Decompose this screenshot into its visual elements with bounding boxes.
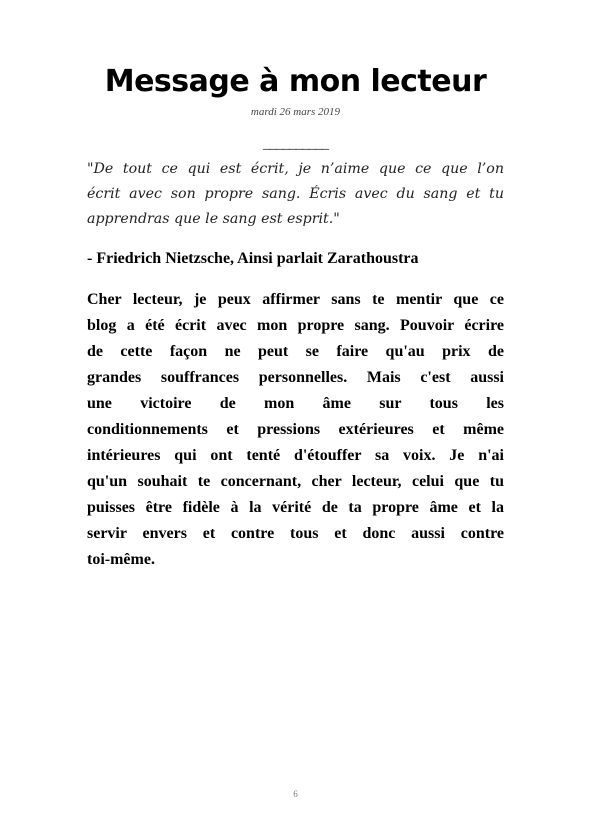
body-line: servir envers et contre tous et donc aussi contre xyxy=(87,525,504,542)
quote-line: "De tout ce qui est écrit, je n’aime que ce que l’on xyxy=(87,161,504,177)
body-paragraph xyxy=(87,287,504,573)
body-line: qu'un souhait te concernant, cher lecteur, celui que tu xyxy=(87,473,504,490)
quote-line: apprendras que le sang est esprit." xyxy=(87,211,340,227)
quote-attribution: - Friedrich Nietzsche, Ainsi parlait Zarathoustra xyxy=(87,250,419,267)
post-date: mardi 26 mars 2019 xyxy=(250,106,341,118)
body-line: blog a été écrit avec mon propre sang. Pouvoir écrire xyxy=(87,317,504,334)
body-line: intérieures qui ont tenté d'étouffer sa voix. Je n'ai xyxy=(87,447,504,464)
body-line: de cette façon ne peut se faire qu'au prix de xyxy=(87,343,504,360)
page-title: Message à mon lecteur xyxy=(104,64,487,99)
body-line: grandes souffrances personnelles. Mais c'est aussi xyxy=(87,369,504,386)
body-line: une victoire de mon âme sur tous les xyxy=(87,395,504,412)
body-line: toi-même. xyxy=(87,551,155,568)
body-line: Cher lecteur, je peux affirmer sans te mentir que ce xyxy=(87,291,504,308)
epigraph-quote xyxy=(87,157,504,232)
body-line: puisses être fidèle à la vérité de ta propre âme et la xyxy=(87,499,504,516)
separator-line: __________ xyxy=(263,136,328,152)
page-number: 6 xyxy=(293,789,298,799)
body-line: conditionnements et pressions extérieures et même xyxy=(87,421,504,438)
quote-line: écrit avec son propre sang. Écris avec du sang et tu xyxy=(87,186,504,202)
